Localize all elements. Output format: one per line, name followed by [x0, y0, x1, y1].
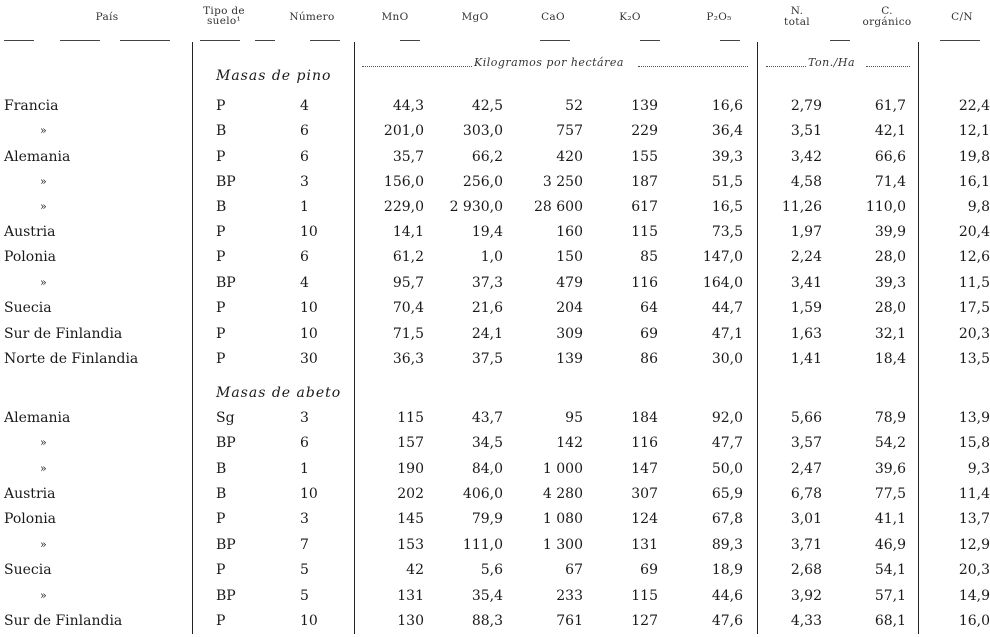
cell-numero: 10	[300, 613, 318, 629]
cell-cao: 4 280	[542, 486, 583, 502]
cell-mno: 202	[397, 486, 424, 502]
cell-cn: 13,7	[958, 511, 990, 527]
header-rule-2	[60, 40, 100, 41]
cell-n: 3,57	[790, 435, 822, 451]
cell-c: 42,1	[874, 123, 906, 139]
ton-leader-left	[766, 66, 806, 67]
cell-numero: 7	[300, 537, 309, 553]
cell-tipo-suelo: P	[216, 98, 226, 114]
cell-mgo: 43,7	[471, 410, 503, 426]
cell-cn: 17,5	[958, 300, 990, 316]
cell-mgo: 34,5	[471, 435, 503, 451]
cell-mno: 131	[397, 588, 424, 604]
cell-p2o5: 89,3	[711, 537, 743, 553]
cell-pais: Austria	[4, 224, 56, 240]
table-row	[0, 274, 990, 299]
cell-n: 1,63	[790, 326, 822, 342]
cell-numero: 6	[300, 123, 309, 139]
cell-n: 3,71	[790, 537, 822, 553]
cell-cao: 1 000	[542, 461, 583, 477]
cell-numero: 30	[300, 351, 318, 367]
cell-mno: 44,3	[392, 98, 424, 114]
header-mno: MnO	[381, 11, 409, 23]
cell-c: 68,1	[874, 613, 906, 629]
cell-mgo: 24,1	[471, 326, 503, 342]
cell-n: 6,78	[790, 486, 822, 502]
cell-c: 46,9	[874, 537, 906, 553]
cell-mno: 130	[397, 613, 424, 629]
cell-n: 4,33	[790, 613, 822, 629]
cell-mno: 14,1	[392, 224, 424, 240]
cell-cn: 13,5	[958, 351, 990, 367]
table-row	[0, 587, 990, 612]
cell-p2o5: 39,3	[711, 149, 743, 165]
cell-c: 39,9	[874, 224, 906, 240]
cell-c: 41,1	[874, 511, 906, 527]
cell-cn: 11,5	[958, 275, 990, 291]
cell-p2o5: 147,0	[702, 249, 743, 265]
units-ton-ha: Ton./Ha	[808, 56, 856, 69]
cell-cao: 757	[556, 123, 583, 139]
cell-k2o: 229	[631, 123, 658, 139]
cell-cao: 3 250	[542, 174, 583, 190]
cell-tipo-suelo: P	[216, 562, 226, 578]
cell-numero: 4	[300, 275, 309, 291]
cell-c: 77,5	[874, 486, 906, 502]
cell-pais: Alemania	[4, 149, 71, 165]
table-row	[0, 325, 990, 350]
cell-cn: 20,3	[958, 562, 990, 578]
cell-p2o5: 16,6	[711, 98, 743, 114]
cell-cao: 1 300	[542, 537, 583, 553]
cell-pais-ditto: »	[40, 462, 47, 475]
cell-numero: 6	[300, 435, 309, 451]
cell-k2o: 124	[631, 511, 658, 527]
header-rule-3	[120, 40, 170, 41]
header-rule-7	[400, 40, 420, 41]
kg-leader-right	[638, 66, 748, 67]
header-mgo: MgO	[461, 11, 489, 23]
cell-tipo-suelo: B	[216, 486, 227, 502]
header-k2o: K₂O	[619, 11, 641, 23]
cell-cao: 761	[556, 613, 583, 629]
cell-numero: 10	[300, 300, 318, 316]
table-row	[0, 561, 990, 586]
cell-pais-ditto: »	[40, 589, 47, 602]
cell-numero: 5	[300, 562, 309, 578]
cell-tipo-suelo: P	[216, 300, 226, 316]
cell-pais-ditto: »	[40, 175, 47, 188]
header-numero: Número	[289, 11, 335, 23]
header-n-total-line1: N.	[790, 5, 804, 17]
cell-tipo-suelo: B	[216, 123, 227, 139]
cell-p2o5: 67,8	[711, 511, 743, 527]
cell-tipo-suelo: P	[216, 351, 226, 367]
header-p2o5: P₂O₅	[706, 11, 732, 23]
cell-k2o: 69	[640, 562, 658, 578]
table-row	[0, 173, 990, 198]
cell-p2o5: 16,5	[711, 199, 743, 215]
header-n-total-line2: total	[784, 16, 810, 28]
units-kilogramos-por-hectarea: Kilogramos por hectárea	[474, 56, 624, 69]
cell-tipo-suelo: P	[216, 613, 226, 629]
cell-cao: 479	[556, 275, 583, 291]
cell-mno: 36,3	[392, 351, 424, 367]
cell-numero: 1	[300, 199, 309, 215]
cell-mno: 71,5	[392, 326, 424, 342]
cell-n: 11,26	[781, 199, 822, 215]
cell-mno: 145	[397, 511, 424, 527]
cell-tipo-suelo: P	[216, 224, 226, 240]
cell-mno: 153	[397, 537, 424, 553]
cell-mno: 95,7	[392, 275, 424, 291]
cell-tipo-suelo: B	[216, 461, 227, 477]
cell-mno: 201,0	[383, 123, 424, 139]
cell-tipo-suelo: BP	[216, 537, 236, 553]
cell-pais: Suecia	[4, 562, 52, 578]
cell-k2o: 155	[631, 149, 658, 165]
cell-numero: 10	[300, 486, 318, 502]
cell-pais: Suecia	[4, 300, 52, 316]
cell-cao: 139	[556, 351, 583, 367]
header-tipo-suelo-line2: suelo¹	[206, 15, 242, 27]
cell-tipo-suelo: BP	[216, 174, 236, 190]
cell-p2o5: 47,6	[711, 613, 743, 629]
cell-numero: 4	[300, 98, 309, 114]
table-row	[0, 122, 990, 147]
cell-p2o5: 30,0	[711, 351, 743, 367]
cell-n: 4,58	[790, 174, 822, 190]
cell-cn: 20,4	[958, 224, 990, 240]
cell-p2o5: 51,5	[711, 174, 743, 190]
cell-cn: 9,8	[967, 199, 990, 215]
cell-mgo: 42,5	[471, 98, 503, 114]
cell-cao: 309	[556, 326, 583, 342]
cell-cao: 204	[556, 300, 583, 316]
cell-cao: 67	[565, 562, 583, 578]
cell-mgo: 19,4	[471, 224, 503, 240]
cell-mno: 156,0	[383, 174, 424, 190]
header-rule-8	[540, 40, 570, 41]
cell-numero: 3	[300, 410, 309, 426]
cell-p2o5: 164,0	[702, 275, 743, 291]
cell-pais-ditto: »	[40, 538, 47, 551]
cell-cao: 150	[556, 249, 583, 265]
cell-c: 71,4	[874, 174, 906, 190]
cell-tipo-suelo: B	[216, 199, 227, 215]
table-row	[0, 97, 990, 122]
cell-k2o: 64	[640, 300, 658, 316]
cell-mgo: 1,0	[480, 249, 503, 265]
cell-cn: 20,3	[958, 326, 990, 342]
cell-mno: 190	[397, 461, 424, 477]
cell-c: 18,4	[874, 351, 906, 367]
cell-mno: 42	[406, 562, 424, 578]
table-row	[0, 510, 990, 535]
cell-k2o: 131	[631, 537, 658, 553]
table-row	[0, 434, 990, 459]
cell-pais: Norte de Finlandia	[4, 351, 139, 367]
cell-mgo: 406,0	[462, 486, 503, 502]
cell-n: 3,01	[790, 511, 822, 527]
cell-pais-ditto: »	[40, 436, 47, 449]
header-rule-10	[720, 40, 740, 41]
cell-numero: 10	[300, 224, 318, 240]
cell-c: 66,6	[874, 149, 906, 165]
cell-tipo-suelo: P	[216, 249, 226, 265]
cell-n: 2,47	[790, 461, 822, 477]
cell-pais: Austria	[4, 486, 56, 502]
cell-pais-ditto: »	[40, 276, 47, 289]
cell-mno: 157	[397, 435, 424, 451]
cell-k2o: 617	[631, 199, 658, 215]
cell-cao: 1 080	[542, 511, 583, 527]
cell-numero: 6	[300, 149, 309, 165]
cell-pais: Sur de Finlandia	[4, 326, 123, 342]
cell-mno: 115	[397, 410, 424, 426]
cell-n: 3,42	[790, 149, 822, 165]
cell-c: 39,3	[874, 275, 906, 291]
cell-tipo-suelo: P	[216, 511, 226, 527]
cell-p2o5: 50,0	[711, 461, 743, 477]
cell-mgo: 35,4	[471, 588, 503, 604]
cell-mgo: 21,6	[471, 300, 503, 316]
header-rule-1	[4, 40, 34, 41]
header-rule-6	[310, 40, 340, 41]
cell-k2o: 307	[631, 486, 658, 502]
cell-tipo-suelo: BP	[216, 275, 236, 291]
cell-n: 3,41	[790, 275, 822, 291]
cell-numero: 6	[300, 249, 309, 265]
cell-mno: 229,0	[383, 199, 424, 215]
cell-cn: 16,1	[958, 174, 990, 190]
cell-cao: 28 600	[534, 199, 583, 215]
cell-pais: Polonia	[4, 511, 57, 527]
cell-numero: 1	[300, 461, 309, 477]
cell-cao: 160	[556, 224, 583, 240]
cell-mgo: 37,3	[471, 275, 503, 291]
cell-k2o: 86	[640, 351, 658, 367]
cell-numero: 5	[300, 588, 309, 604]
cell-cao: 233	[556, 588, 583, 604]
cell-p2o5: 36,4	[711, 123, 743, 139]
cell-cn: 13,9	[958, 410, 990, 426]
cell-tipo-suelo: P	[216, 149, 226, 165]
cell-p2o5: 18,9	[711, 562, 743, 578]
cell-k2o: 139	[631, 98, 658, 114]
cell-cn: 12,6	[958, 249, 990, 265]
kg-leader-left	[362, 66, 472, 67]
cell-k2o: 116	[631, 275, 658, 291]
cell-mgo: 256,0	[462, 174, 503, 190]
cell-tipo-suelo: BP	[216, 588, 236, 604]
cell-pais-ditto: »	[40, 200, 47, 213]
cell-p2o5: 65,9	[711, 486, 743, 502]
header-tipo-suelo-line1: Tipo de	[203, 5, 245, 17]
cell-c: 32,1	[874, 326, 906, 342]
cell-pais: Alemania	[4, 410, 71, 426]
cell-mgo: 5,6	[480, 562, 503, 578]
header-c-organico-line2: orgánico	[862, 16, 912, 28]
cell-n: 1,97	[790, 224, 822, 240]
cell-cn: 19,8	[958, 149, 990, 165]
table-row	[0, 409, 990, 434]
cell-k2o: 187	[631, 174, 658, 190]
cell-numero: 3	[300, 174, 309, 190]
section-masas-de-pino: Masas de pino	[216, 68, 332, 84]
cell-n: 2,79	[790, 98, 822, 114]
table-row	[0, 248, 990, 273]
cell-mgo: 303,0	[462, 123, 503, 139]
cell-k2o: 184	[631, 410, 658, 426]
cell-pais: Francia	[4, 98, 59, 114]
cell-mgo: 37,5	[471, 351, 503, 367]
table-row	[0, 536, 990, 561]
table-row	[0, 485, 990, 510]
cell-p2o5: 44,6	[711, 588, 743, 604]
cell-p2o5: 92,0	[711, 410, 743, 426]
cell-p2o5: 47,7	[711, 435, 743, 451]
cell-mno: 70,4	[392, 300, 424, 316]
table-row	[0, 299, 990, 324]
cell-numero: 3	[300, 511, 309, 527]
cell-tipo-suelo: Sg	[216, 410, 235, 426]
cell-p2o5: 73,5	[711, 224, 743, 240]
cell-cn: 14,9	[958, 588, 990, 604]
cell-cn: 22,4	[958, 98, 990, 114]
header-c-organico-line1: C.	[881, 5, 893, 17]
cell-n: 1,41	[790, 351, 822, 367]
cell-c: 54,2	[874, 435, 906, 451]
cell-c: 57,1	[874, 588, 906, 604]
cell-mgo: 2 930,0	[449, 199, 503, 215]
cell-k2o: 147	[631, 461, 658, 477]
header-pais: País	[95, 11, 119, 23]
section-masas-de-abeto: Masas de abeto	[216, 385, 342, 401]
ton-leader-right	[866, 66, 910, 67]
header-rule-4	[200, 40, 240, 41]
cell-k2o: 116	[631, 435, 658, 451]
cell-mgo: 111,0	[462, 537, 503, 553]
cell-cn: 12,9	[958, 537, 990, 553]
cell-c: 28,0	[874, 300, 906, 316]
cell-n: 1,59	[790, 300, 822, 316]
table-row	[0, 612, 990, 637]
header-cn: C/N	[951, 11, 973, 23]
cell-n: 3,51	[790, 123, 822, 139]
header-rule-9	[640, 40, 660, 41]
cell-n: 2,24	[790, 249, 822, 265]
table-row	[0, 148, 990, 173]
table-row	[0, 198, 990, 223]
cell-k2o: 115	[631, 588, 658, 604]
cell-cn: 12,1	[958, 123, 990, 139]
cell-cao: 142	[556, 435, 583, 451]
table-row	[0, 460, 990, 485]
cell-k2o: 115	[631, 224, 658, 240]
cell-p2o5: 44,7	[711, 300, 743, 316]
table-row	[0, 350, 990, 375]
cell-c: 110,0	[865, 199, 906, 215]
cell-mgo: 84,0	[471, 461, 503, 477]
table-row	[0, 223, 990, 248]
cell-c: 39,6	[874, 461, 906, 477]
cell-cn: 15,8	[958, 435, 990, 451]
cell-mgo: 88,3	[471, 613, 503, 629]
cell-cn: 16,0	[958, 613, 990, 629]
cell-k2o: 85	[640, 249, 658, 265]
cell-pais: Polonia	[4, 249, 57, 265]
cell-k2o: 69	[640, 326, 658, 342]
cell-k2o: 127	[631, 613, 658, 629]
cell-tipo-suelo: BP	[216, 435, 236, 451]
cell-mno: 35,7	[392, 149, 424, 165]
header-cao: CaO	[541, 11, 565, 23]
cell-cn: 11,4	[958, 486, 990, 502]
cell-n: 2,68	[790, 562, 822, 578]
cell-p2o5: 47,1	[711, 326, 743, 342]
cell-cao: 420	[556, 149, 583, 165]
header-rule-12	[940, 40, 980, 41]
cell-n: 3,92	[790, 588, 822, 604]
cell-n: 5,66	[790, 410, 822, 426]
header-rule-5	[255, 40, 275, 41]
cell-c: 61,7	[874, 98, 906, 114]
cell-c: 78,9	[874, 410, 906, 426]
cell-cn: 9,3	[967, 461, 990, 477]
cell-mgo: 79,9	[471, 511, 503, 527]
cell-numero: 10	[300, 326, 318, 342]
cell-cao: 52	[565, 98, 583, 114]
header-rule-11	[830, 40, 850, 41]
cell-cao: 95	[565, 410, 583, 426]
cell-mno: 61,2	[392, 249, 424, 265]
cell-c: 54,1	[874, 562, 906, 578]
cell-pais-ditto: »	[40, 124, 47, 137]
cell-mgo: 66,2	[471, 149, 503, 165]
cell-tipo-suelo: P	[216, 326, 226, 342]
cell-c: 28,0	[874, 249, 906, 265]
cell-pais: Sur de Finlandia	[4, 613, 123, 629]
